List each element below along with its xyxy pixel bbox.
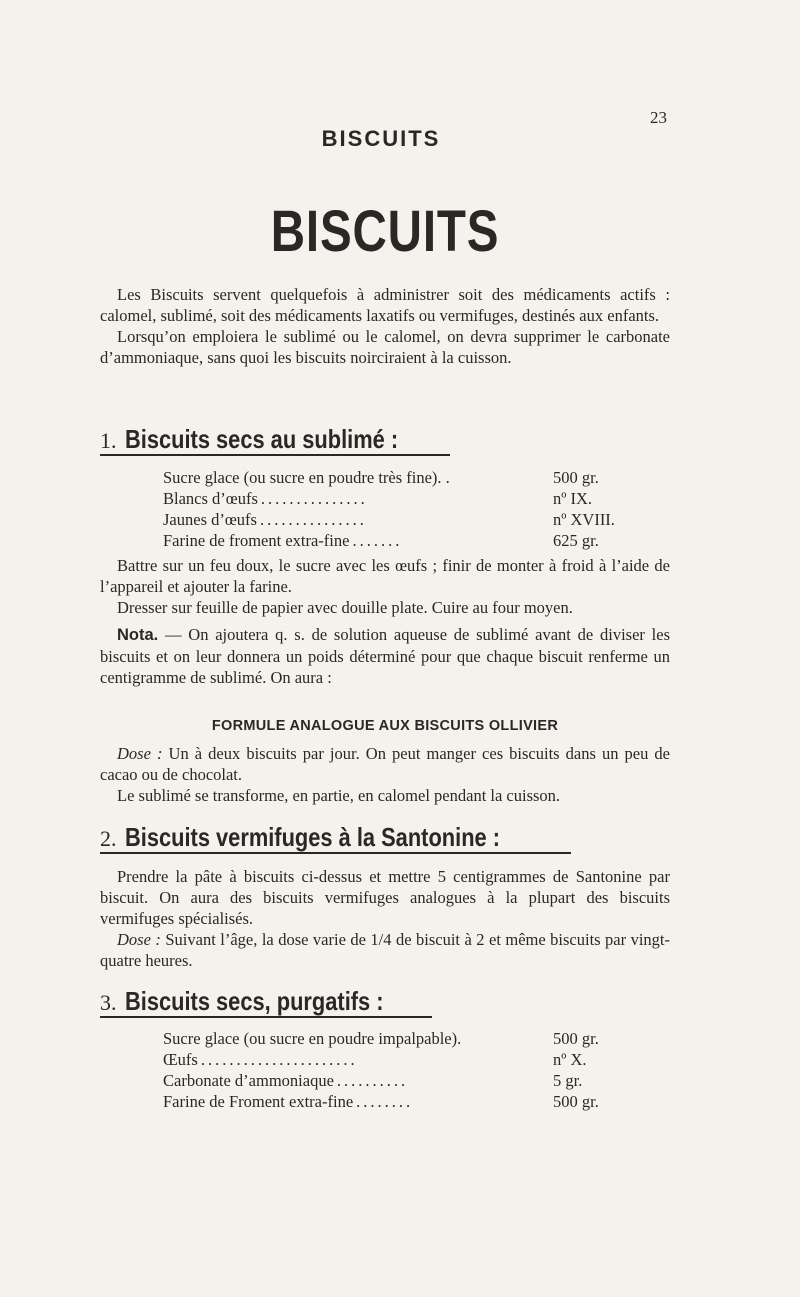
leader-dots	[450, 467, 543, 488]
leader-dots: ......................	[200, 1050, 358, 1069]
ingredient-name: Œufs	[163, 1050, 198, 1069]
ingredient-name: Sucre glace (ou sucre en poudre impalpable).	[163, 1029, 462, 1048]
section-title: Biscuits secs au sublimé :	[124, 424, 398, 454]
ingredient-name: Carbonate d’ammoniaque	[163, 1071, 334, 1090]
section-heading-1	[100, 424, 450, 456]
nota-label: Nota.	[117, 626, 159, 644]
leader-dots: ...............	[259, 510, 367, 529]
dose-paragraph	[100, 929, 670, 971]
ingredient-quantity: 500 gr.	[553, 1029, 599, 1048]
section1-dose	[100, 743, 670, 806]
section-number: 2.	[100, 826, 117, 851]
ingredient-row	[163, 1028, 623, 1049]
ingredient-row	[163, 1091, 623, 1112]
instruction-paragraph: Le sublimé se transforme, en partie, en calomel pendant la cuisson.	[117, 786, 561, 805]
nota-paragraph	[100, 624, 670, 688]
leader-dots: ...............	[260, 489, 368, 508]
dose-text: Un à deux biscuits par jour. On peut manger ces biscuits dans un peu de cacao ou de chocolat.	[100, 744, 671, 784]
page-number: 23	[650, 108, 667, 127]
section-heading-3	[100, 986, 432, 1018]
ingredient-row	[163, 467, 623, 488]
ingredient-row	[163, 509, 623, 530]
leader-dots: .......	[352, 531, 403, 550]
running-head: BISCUITS	[321, 126, 441, 151]
ingredient-row	[163, 1070, 623, 1091]
dose-text: Suivant l’âge, la dose varie de 1/4 de biscuit à 2 et même biscuits par vingt-quatre heures.	[100, 930, 671, 970]
ingredient-name: Sucre glace (ou sucre en poudre très fine). .	[163, 468, 450, 487]
ingredient-row	[163, 1049, 623, 1070]
ingredient-row	[163, 488, 623, 509]
ingredient-quantity: nº X.	[553, 1050, 587, 1069]
ingredient-list-3	[163, 1028, 623, 1112]
ingredient-quantity: 500 gr.	[553, 468, 599, 487]
ingredient-list-1	[163, 467, 623, 551]
ingredient-quantity: nº IX.	[553, 489, 593, 508]
nota-text: — On ajoutera q. s. de solution aqueuse de sublimé avant de diviser les biscuits et on leur donnera un poids déterminé pour que chaque biscuit renferme un centigramme de sublimé. On aura :	[100, 625, 670, 687]
leader-dots: ..........	[336, 1071, 409, 1090]
section-heading-2	[100, 822, 571, 854]
ingredient-quantity: 500 gr.	[553, 1092, 599, 1111]
section2-text	[100, 866, 670, 971]
dose-paragraph	[100, 743, 670, 785]
ingredient-name: Farine de Froment extra-fine	[163, 1092, 354, 1111]
section-title: Biscuits secs, purgatifs :	[124, 986, 384, 1016]
ingredient-name: Blancs d’œufs	[163, 489, 258, 508]
ingredient-name: Farine de froment extra-fine	[163, 531, 350, 550]
section-number: 1.	[100, 428, 117, 453]
section-title: Biscuits vermifuges à la Santonine :	[124, 822, 500, 852]
leader-dots	[461, 1028, 543, 1049]
dose-label: Dose :	[117, 744, 163, 763]
ingredient-quantity: 625 gr.	[553, 531, 599, 550]
ingredient-quantity: nº XVIII.	[553, 510, 615, 529]
dose-label: Dose :	[117, 930, 161, 949]
section1-instructions	[100, 555, 670, 688]
instruction-paragraph: Prendre la pâte à biscuits ci-dessus et mettre 5 centigrammes de Santonine par biscuit. On aura des biscuits vermifuges analogues à la plupart des biscuits vermifuges spécialisés.	[100, 867, 670, 928]
instruction-paragraph: Dresser sur feuille de papier avec douille plate. Cuire au four moyen.	[117, 598, 573, 617]
ingredient-row	[163, 530, 623, 551]
intro-paragraph: Les Biscuits servent quelquefois à administrer soit des médicaments actifs : calomel, sublimé, soit des médicaments laxatifs ou vermifuges, destinés aux enfants.	[100, 285, 670, 325]
section-number: 3.	[100, 990, 117, 1015]
intro-text	[100, 284, 670, 368]
ingredient-name: Jaunes d’œufs	[163, 510, 257, 529]
intro-paragraph: Lorsqu’on emploiera le sublimé ou le calomel, on devra supprimer le carbonate d’ammoniaque, sans quoi les biscuits noirciraient à la cuisson.	[100, 327, 670, 367]
instruction-paragraph: Battre sur un feu doux, le sucre avec les œufs ; finir de monter à froid à l’aide de l’appareil et ajouter la farine.	[100, 556, 670, 596]
formula-subheading: FORMULE ANALOGUE AUX BISCUITS OLLIVIER	[211, 718, 559, 734]
ingredient-quantity: 5 gr.	[553, 1071, 583, 1090]
leader-dots: ........	[356, 1092, 414, 1111]
page-title: BISCUITS	[270, 199, 500, 264]
